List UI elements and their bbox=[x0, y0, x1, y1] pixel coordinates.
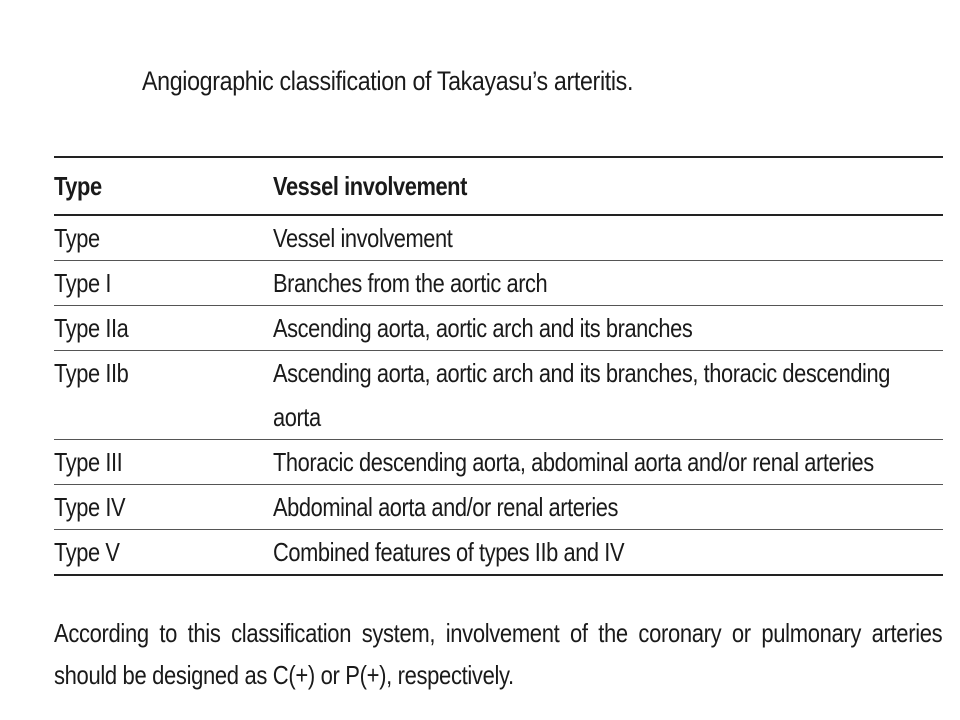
cell-involvement-text: Ascending aorta, aortic arch and its branches bbox=[273, 313, 693, 343]
table-row bbox=[54, 485, 943, 530]
cell-involvement-text: Thoracic descending aorta, abdominal aorta and/or renal arteries bbox=[273, 447, 874, 477]
cell-type-text: Type bbox=[54, 223, 100, 253]
cell-type-text: Type IV bbox=[54, 492, 126, 522]
cell-involvement bbox=[273, 485, 943, 530]
cell-involvement bbox=[273, 530, 943, 576]
classification-table-container bbox=[54, 156, 943, 576]
cell-involvement-text: Ascending aorta, aortic arch and its branches, thoracic descending aorta bbox=[273, 358, 890, 432]
table-footnote: According to this classification system, involvement of the coronary or pulmonary arteries should be designed as C(+) or P(+), respectively. bbox=[54, 618, 943, 690]
table-header-row bbox=[54, 157, 943, 215]
table-row bbox=[54, 440, 943, 485]
header-vessel-involvement-label: Vessel involvement bbox=[273, 171, 467, 201]
cell-type-text: Type III bbox=[54, 447, 123, 477]
cell-involvement bbox=[273, 440, 943, 485]
cell-involvement bbox=[273, 351, 943, 440]
header-type-label: Type bbox=[54, 171, 102, 201]
cell-involvement-text: Branches from the aortic arch bbox=[273, 268, 548, 298]
table-caption: Angiographic classification of Takayasu’s arteritis. bbox=[142, 66, 634, 96]
cell-type bbox=[54, 306, 273, 351]
cell-involvement-text: Abdominal aorta and/or renal arteries bbox=[273, 492, 619, 522]
cell-involvement bbox=[273, 306, 943, 351]
cell-type bbox=[54, 440, 273, 485]
cell-involvement bbox=[273, 261, 943, 306]
table-row bbox=[54, 215, 943, 261]
cell-type bbox=[54, 215, 273, 261]
header-vessel-involvement bbox=[273, 157, 943, 215]
header-type bbox=[54, 157, 273, 215]
table-row bbox=[54, 261, 943, 306]
table-row bbox=[54, 306, 943, 351]
cell-type-text: Type IIa bbox=[54, 313, 129, 343]
table-row bbox=[54, 530, 943, 576]
cell-type bbox=[54, 261, 273, 306]
cell-type bbox=[54, 351, 273, 440]
cell-involvement bbox=[273, 215, 943, 261]
classification-table bbox=[54, 156, 943, 576]
cell-type-text: Type V bbox=[54, 537, 120, 567]
cell-type bbox=[54, 485, 273, 530]
cell-involvement-text: Combined features of types IIb and IV bbox=[273, 537, 625, 567]
cell-type-text: Type I bbox=[54, 268, 111, 298]
table-row bbox=[54, 351, 943, 440]
cell-type bbox=[54, 530, 273, 576]
cell-type-text: Type IIb bbox=[54, 358, 129, 388]
cell-involvement-text: Vessel involvement bbox=[273, 223, 453, 253]
